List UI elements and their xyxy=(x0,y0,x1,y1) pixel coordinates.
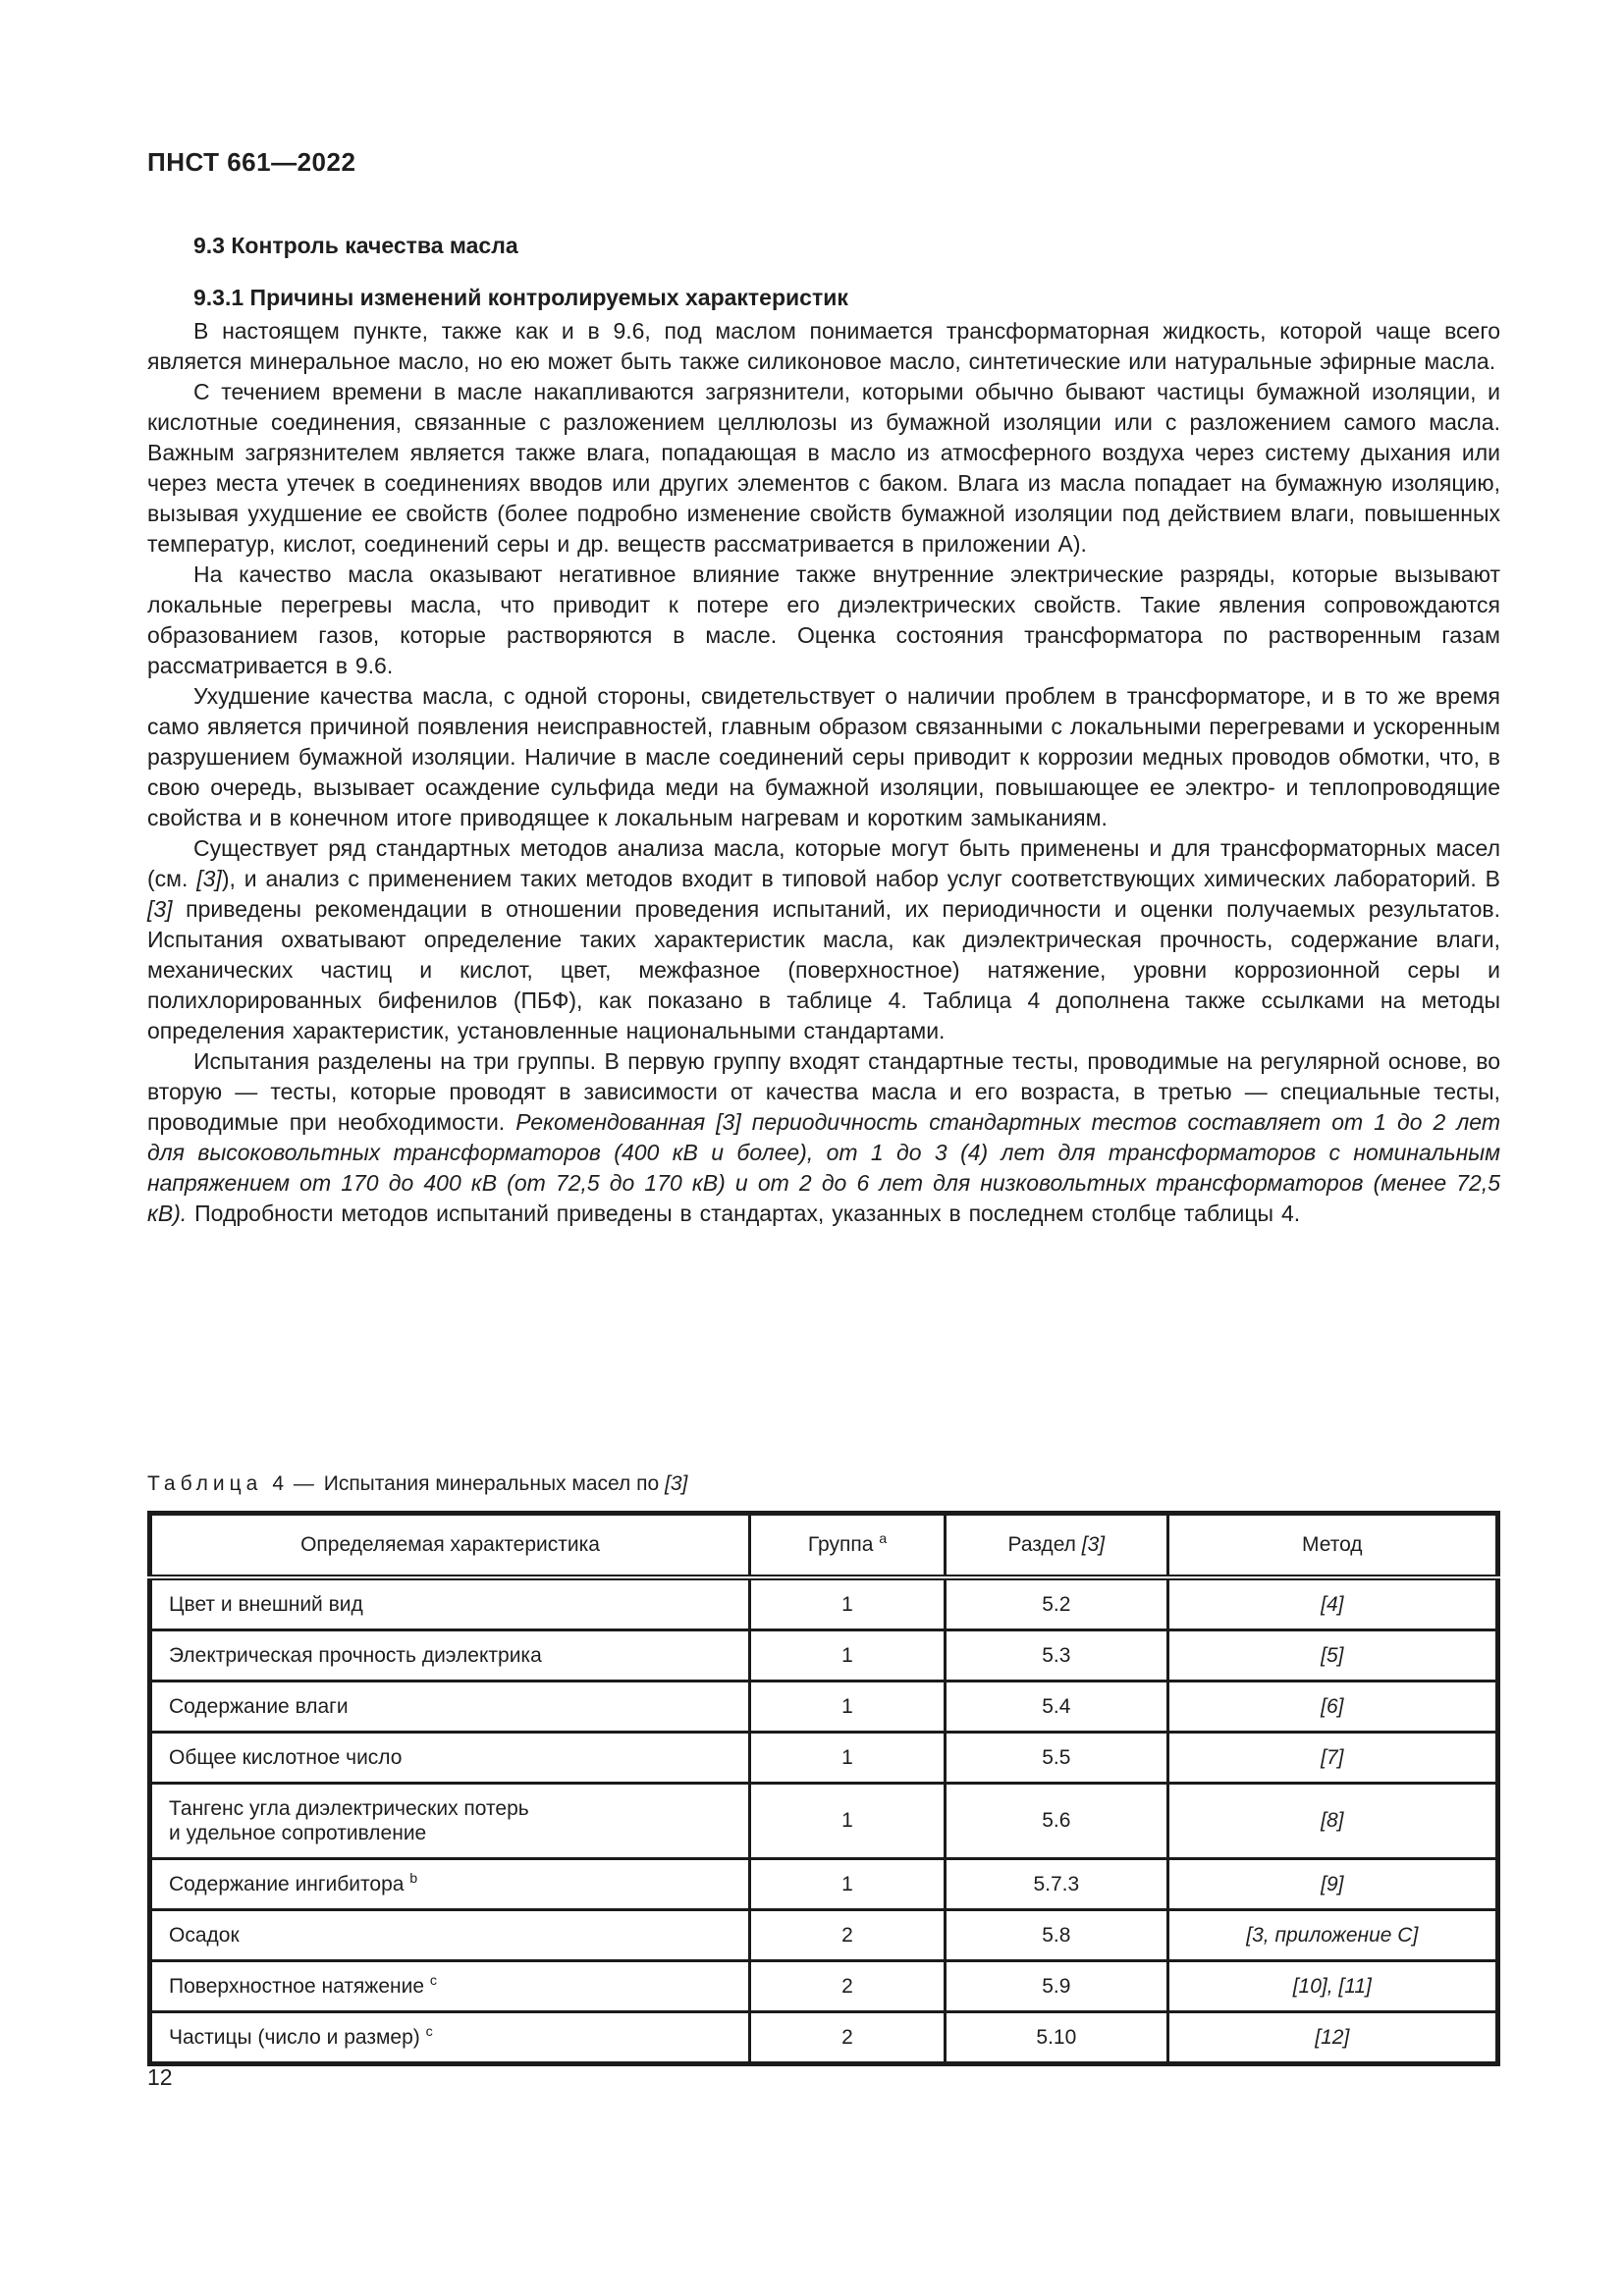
footnote-marker: b xyxy=(409,1871,418,1887)
text-run-italic: Рекомендованная [3] периодичность стандартных тестов составляет от 1 до 2 лет для высоковольтных трансформаторов (400 кВ и более), от 1 до 3 (4) лет для трансформаторов с номинальным напряжением от 170 до 400 кВ (от 72,5 до 170 кВ) и от 2 до 6 лет для низковольтных трансформаторов (менее 72,5 кВ). xyxy=(147,1109,1500,1226)
text-run: Электрическая прочность диэлектрика xyxy=(169,1644,542,1667)
cell-group: 2 xyxy=(749,1961,945,2012)
subsection-heading: 9.3.1 Причины изменений контролируемых характеристик xyxy=(193,285,848,310)
column-header xyxy=(946,1514,1168,1578)
cell-group: 2 xyxy=(749,2012,945,2064)
table-row xyxy=(150,1784,1498,1859)
cell-method: [5] xyxy=(1167,1630,1497,1682)
text-run: Существует ряд стандартных методов анализа масла, которые могут быть применены и для трансформаторных масел (см. xyxy=(147,835,1500,891)
running-header-standard-code: ПНСТ 661—2022 xyxy=(147,147,356,177)
text-run: ), и анализ с применением таких методов входит в типовой набор услуг соответствующих химических лабораторий. В xyxy=(221,866,1500,891)
paragraph xyxy=(147,377,1500,560)
table-caption-title: Испытания минеральных масел по xyxy=(323,1472,660,1495)
cell-group: 1 xyxy=(749,1859,945,1910)
cell-characteristic xyxy=(150,1630,750,1682)
cell-method: [3, приложение С] xyxy=(1167,1910,1497,1961)
text-run: С течением времени в масле накапливаются загрязнители, которыми обычно бывают частицы бумажной изоляции, и кислотные соединения, связанные с разложением целлюлозы из бумажной изоляции или с разложением самого масла. Важным загрязнителем является также влага, попадающая в масло из атмосферного воздуха через систему дыхания или через места утечек в соединениях вводов или других элементов с баком. Влага из масла попадает на бумажную изоляцию, вызывая ухудшение ее свойств (более подробно изменение свойств бумажной изоляции под действием влаги, повышенных температур, кислот, соединений серы и др. веществ рассматривается в приложении А). xyxy=(147,379,1500,557)
cell-section: 5.3 xyxy=(946,1630,1168,1682)
cell-method: [8] xyxy=(1167,1784,1497,1859)
body-paragraphs xyxy=(147,316,1500,1229)
cell-characteristic xyxy=(150,1682,750,1733)
table-row xyxy=(150,1733,1498,1784)
text-run: Осадок xyxy=(169,1924,240,1947)
text-run: Поверхностное натяжение xyxy=(169,1975,430,1998)
body-block xyxy=(147,147,1500,1229)
paragraph xyxy=(147,1046,1500,1229)
table-caption-ref: [3] xyxy=(664,1472,688,1495)
table-body xyxy=(150,1577,1498,2064)
cell-method: [6] xyxy=(1167,1682,1497,1733)
text-run: Испытания разделены на три группы. В первую группу входят стандартные тесты, проводимые на регулярной основе, во вторую — тесты, которые проводят в зависимости от качества масла и его возраста, в третью — специальные тесты, проводимые при необходимости. xyxy=(147,1048,1500,1135)
text-run: и удельное сопротивление xyxy=(169,1822,427,1844)
table-row xyxy=(150,1859,1498,1910)
paragraph xyxy=(147,560,1500,681)
column-header xyxy=(749,1514,945,1578)
cell-group: 1 xyxy=(749,1630,945,1682)
text-run: Общее кислотное число xyxy=(169,1746,403,1769)
table-header-row xyxy=(150,1514,1498,1578)
text-run: Ухудшение качества масла, с одной стороны, свидетельствует о наличии проблем в трансформаторе, и в то же время само является причиной появления неисправностей, главным образом связанными с локальными перегревами и ускоренным разрушением бумажной изоляции. Наличие в масле соединений серы приводит к коррозии медных проводов обмотки, что, в свою очередь, вызывает осаждение сульфида меди на бумажной изоляции, повышающее ее электро- и теплопроводящие свойства и в конечном итоге приводящее к локальным нагревам и коротким замыканиям. xyxy=(147,683,1500,830)
paragraph xyxy=(147,681,1500,833)
cell-method: [4] xyxy=(1167,1577,1497,1630)
cell-group: 1 xyxy=(749,1577,945,1630)
text-run: Группа xyxy=(807,1533,880,1556)
oil-tests-table xyxy=(147,1511,1500,2066)
text-run: Тангенс угла диэлектрических потерь xyxy=(169,1797,529,1820)
text-run: Определяемая характеристика xyxy=(300,1533,600,1556)
text-run: В настоящем пункте, также как и в 9.6, под маслом понимается трансформаторная жидкость, которой чаще всего является минеральное масло, но ею может быть также силиконовое масло, синтетические или натуральные эфирные масла. xyxy=(147,318,1500,374)
text-run-italic: [3] xyxy=(1081,1533,1106,1556)
page-number: 12 xyxy=(147,2064,173,2090)
cell-characteristic xyxy=(150,2012,750,2064)
text-run-italic: [3] xyxy=(196,866,222,891)
table-caption-dash: — xyxy=(293,1472,314,1495)
cell-method: [12] xyxy=(1167,2012,1497,2064)
text-run: приведены рекомендации в отношении проведения испытаний, их периодичности и оценки получаемых результатов. Испытания охватывают определение таких характеристик масла, как диэлектрическая прочность, содержание влаги, механических частиц и кислот, цвет, межфазное (поверхностное) натяжение, уровни коррозионной серы и полихлорированных бифенилов (ПБФ), как показано в таблице 4. Таблица 4 дополнена также ссылками на методы определения характеристик, установленные национальными стандартами. xyxy=(147,896,1500,1043)
cell-section: 5.10 xyxy=(946,2012,1168,2064)
cell-group: 1 xyxy=(749,1682,945,1733)
text-run: Метод xyxy=(1302,1533,1363,1556)
cell-section: 5.2 xyxy=(946,1577,1168,1630)
cell-characteristic xyxy=(150,1910,750,1961)
cell-method: [9] xyxy=(1167,1859,1497,1910)
column-header xyxy=(1167,1514,1497,1578)
text-run: Содержание ингибитора xyxy=(169,1873,410,1896)
table-row xyxy=(150,2012,1498,2064)
footnote-marker: c xyxy=(425,2024,433,2040)
table-row xyxy=(150,1961,1498,2012)
paragraph xyxy=(147,833,1500,1046)
table-caption-label: Таблица xyxy=(147,1472,263,1495)
footnote-marker: c xyxy=(429,1973,438,1989)
cell-section: 5.4 xyxy=(946,1682,1168,1733)
cell-section: 5.8 xyxy=(946,1910,1168,1961)
table-caption-number: 4 xyxy=(272,1472,285,1495)
text-run-italic: [3] xyxy=(147,896,173,922)
text-run: На качество масла оказывают негативное влияние также внутренние электрические разряды, которые вызывают локальные перегревы масла, что приводит к потере его диэлектрических свойств. Такие явления сопровождаются образованием газов, которые растворяются в масле. Оценка состояния трансформатора по растворенным газам рассматривается в 9.6. xyxy=(147,561,1500,678)
cell-section: 5.7.3 xyxy=(946,1859,1168,1910)
table-row xyxy=(150,1682,1498,1733)
cell-group: 1 xyxy=(749,1784,945,1859)
text-run: Раздел xyxy=(1007,1533,1082,1556)
table-caption xyxy=(147,1472,1500,1496)
cell-characteristic xyxy=(150,1961,750,2012)
table-row xyxy=(150,1910,1498,1961)
cell-group: 1 xyxy=(749,1733,945,1784)
paragraph xyxy=(147,316,1500,377)
cell-section: 5.6 xyxy=(946,1784,1168,1859)
cell-section: 5.9 xyxy=(946,1961,1168,2012)
table-row xyxy=(150,1630,1498,1682)
table-row xyxy=(150,1577,1498,1630)
cell-characteristic xyxy=(150,1577,750,1630)
cell-method: [7] xyxy=(1167,1733,1497,1784)
text-run: Цвет и внешний вид xyxy=(169,1593,363,1616)
section-heading: 9.3 Контроль качества масла xyxy=(193,233,518,258)
cell-characteristic xyxy=(150,1859,750,1910)
text-run: Содержание влаги xyxy=(169,1695,349,1718)
cell-group: 2 xyxy=(749,1910,945,1961)
table-block xyxy=(147,1472,1500,2066)
cell-characteristic xyxy=(150,1784,750,1859)
column-header xyxy=(150,1514,750,1578)
cell-method: [10], [11] xyxy=(1167,1961,1497,2012)
text-run: Подробности методов испытаний приведены в стандартах, указанных в последнем столбце таблицы 4. xyxy=(187,1201,1301,1226)
text-run: Частицы (число и размер) xyxy=(169,2026,426,2049)
footnote-marker: a xyxy=(879,1531,888,1547)
cell-section: 5.5 xyxy=(946,1733,1168,1784)
cell-characteristic xyxy=(150,1733,750,1784)
